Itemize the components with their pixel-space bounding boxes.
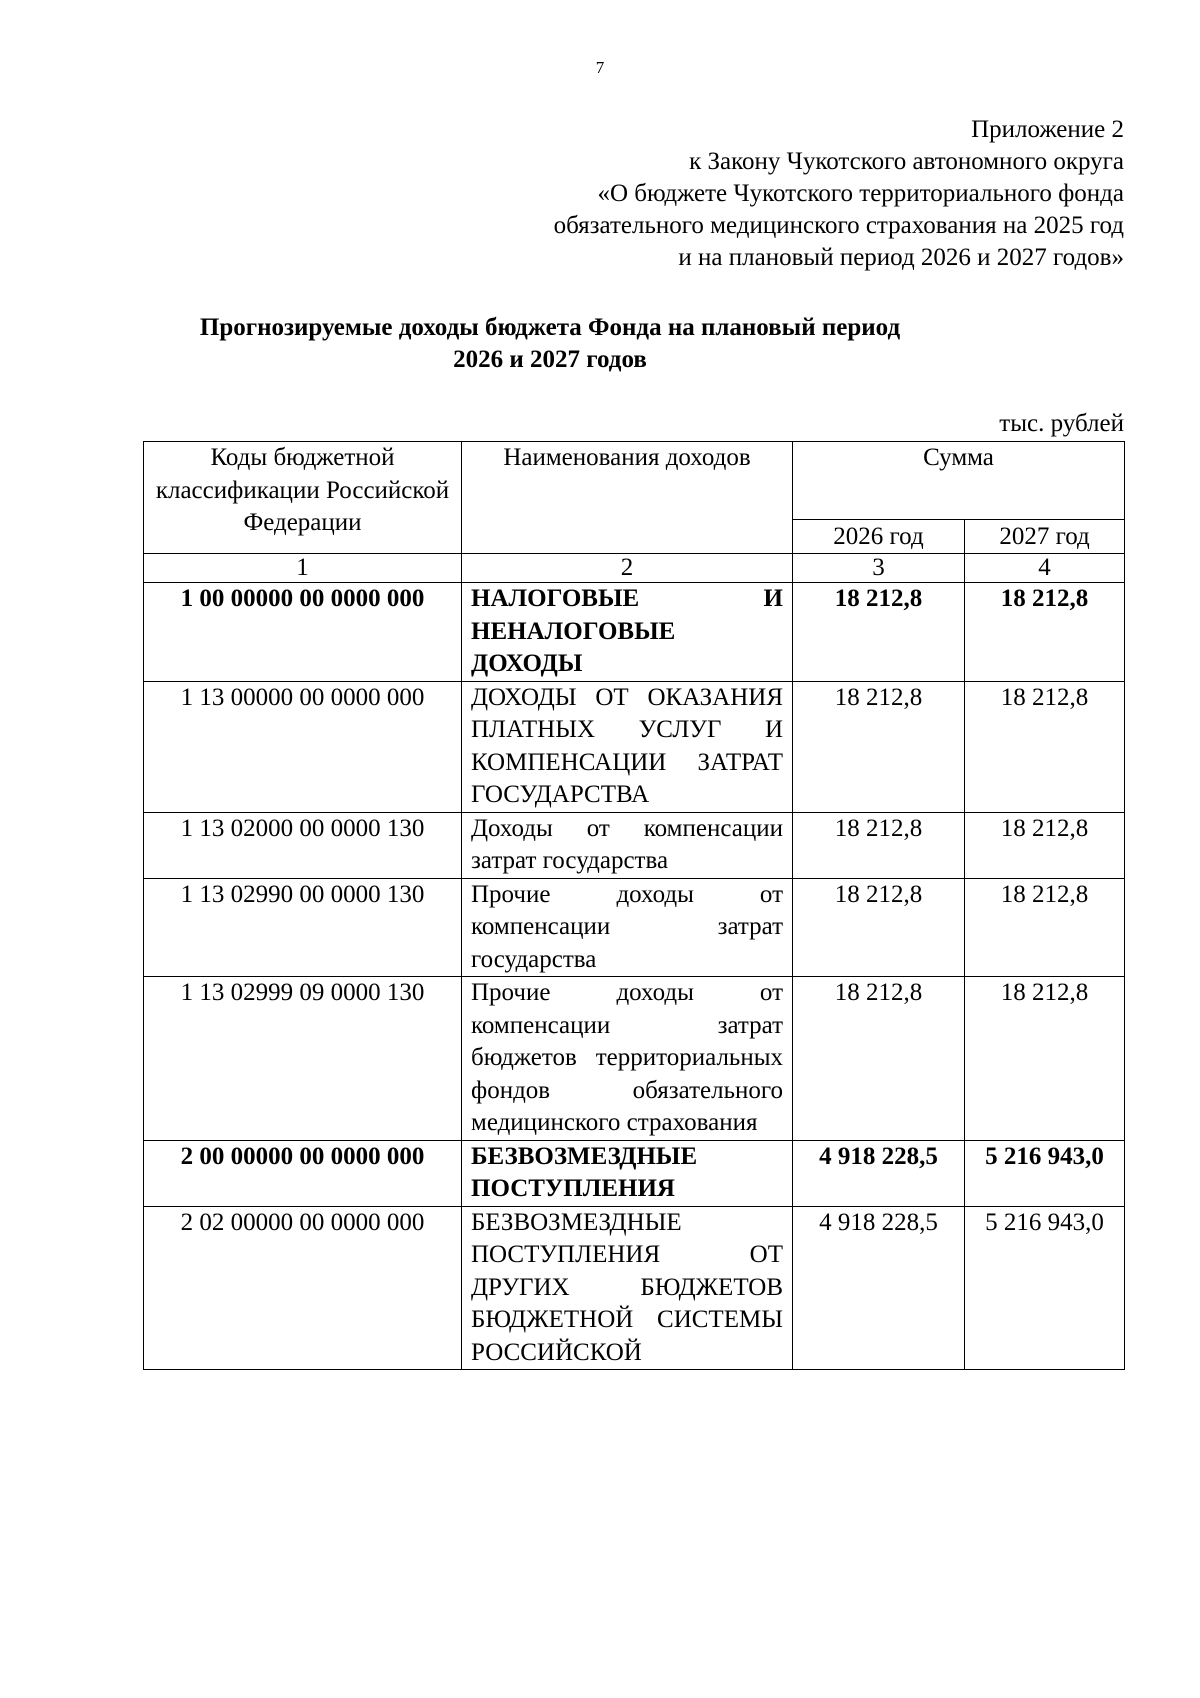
header-sum: Сумма [793,442,1125,520]
index-cell: 1 [144,554,462,583]
header-year-2026: 2026 год [793,520,965,554]
table-row [144,812,1125,878]
table-row [144,583,1125,682]
table-header-row [144,442,1125,520]
units-label: тыс. рублей [999,410,1124,437]
amount-2027-cell: 18 212,8 [965,681,1125,812]
appendix-reference [554,114,1124,274]
index-cell: 2 [462,554,793,583]
name-cell: НАЛОГОВЫЕ И НЕНАЛОГОВЫЕ ДОХОДЫ [462,583,793,682]
amount-2027-cell: 5 216 943,0 [965,1206,1125,1370]
table-row [144,977,1125,1141]
code-cell: 1 00 00000 00 0000 000 [144,583,462,682]
index-cell: 4 [965,554,1125,583]
table-row [144,1206,1125,1370]
index-cell: 3 [793,554,965,583]
amount-2026-cell: 18 212,8 [793,977,965,1141]
header-code: Коды бюджетной классификации Российской Федерации [144,442,462,554]
code-cell: 1 13 02999 09 0000 130 [144,977,462,1141]
header-year-2027: 2027 год [965,520,1125,554]
page-number: 7 [595,58,605,77]
appendix-line: обязательного медицинского страхования на 2025 год [553,212,1124,239]
amount-2027-cell: 18 212,8 [965,812,1125,878]
name-cell: Прочие доходы от компенсации затрат государства [462,878,793,977]
code-cell: 1 13 02990 00 0000 130 [144,878,462,977]
code-cell: 2 02 00000 00 0000 000 [144,1206,462,1370]
table-index-row [144,554,1125,583]
document-title [150,312,950,376]
name-cell: БЕЗВОЗМЕЗДНЫЕ ПОСТУПЛЕНИЯ [462,1140,793,1206]
title-line: Прогнозируемые доходы бюджета Фонда на плановый период [199,314,901,341]
name-cell: Прочие доходы от компенсации затрат бюджетов территориальных фондов обязательного медицинского страхования [462,977,793,1141]
code-cell: 1 13 02000 00 0000 130 [144,812,462,878]
name-cell: БЕЗВОЗМЕЗДНЫЕ ПОСТУПЛЕНИЯ ОТ ДРУГИХ БЮДЖЕТОВ БЮДЖЕТНОЙ СИСТЕМЫ РОССИЙСКОЙ [462,1206,793,1370]
amount-2026-cell: 18 212,8 [793,878,965,977]
appendix-line: и на плановый период 2026 и 2027 годов» [678,244,1124,271]
title-line: 2026 и 2027 годов [453,346,647,373]
amount-2026-cell: 18 212,8 [793,812,965,878]
appendix-line: к Закону Чукотского автономного округа [689,148,1124,175]
amount-2026-cell: 4 918 228,5 [793,1206,965,1370]
amount-2027-cell: 5 216 943,0 [965,1140,1125,1206]
appendix-line: Приложение 2 [971,116,1124,143]
header-name: Наименования доходов [462,442,793,554]
table-row [144,1140,1125,1206]
appendix-line: «О бюджете Чукотского территориального фонда [597,180,1124,207]
amount-2026-cell: 4 918 228,5 [793,1140,965,1206]
name-cell: Доходы от компенсации затрат государства [462,812,793,878]
revenue-table [143,441,1125,1370]
amount-2027-cell: 18 212,8 [965,878,1125,977]
code-cell: 2 00 00000 00 0000 000 [144,1140,462,1206]
code-cell: 1 13 00000 00 0000 000 [144,681,462,812]
amount-2026-cell: 18 212,8 [793,583,965,682]
table-row [144,878,1125,977]
amount-2026-cell: 18 212,8 [793,681,965,812]
name-cell: ДОХОДЫ ОТ ОКАЗАНИЯ ПЛАТНЫХ УСЛУГ И КОМПЕНСАЦИИ ЗАТРАТ ГОСУДАРСТВА [462,681,793,812]
table-row [144,681,1125,812]
amount-2027-cell: 18 212,8 [965,583,1125,682]
amount-2027-cell: 18 212,8 [965,977,1125,1141]
